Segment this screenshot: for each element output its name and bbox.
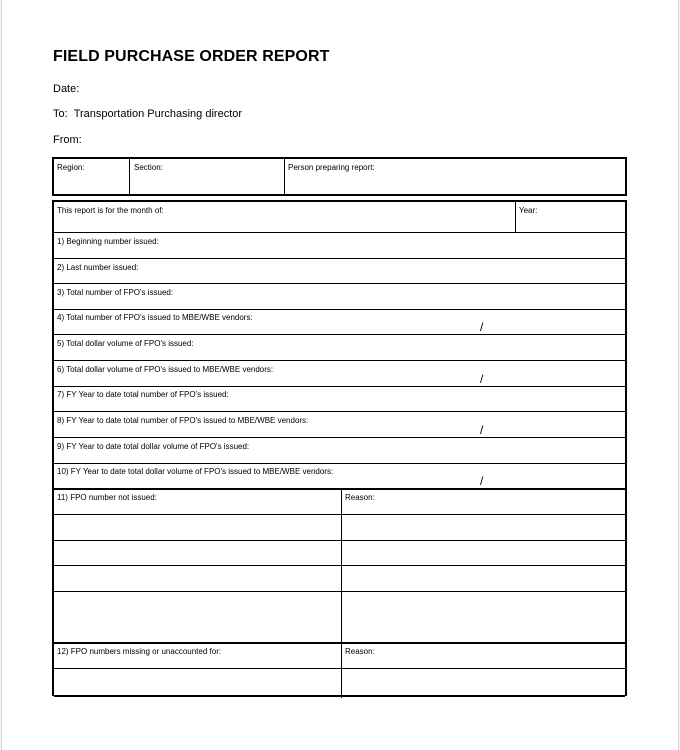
row-divider xyxy=(54,411,625,412)
row-divider xyxy=(54,232,625,233)
date-line xyxy=(53,83,79,95)
region-label: Region: xyxy=(57,163,85,172)
month-label: This report is for the month of: xyxy=(57,206,164,215)
item-4-slash: / xyxy=(480,320,484,334)
item-2: 2) Last number issued: xyxy=(57,263,139,272)
to-line xyxy=(53,108,242,120)
row-divider xyxy=(54,437,625,438)
column-divider xyxy=(341,644,342,698)
info-box xyxy=(52,157,627,196)
item-7: 7) FY Year to date total number of FPO's issued: xyxy=(57,390,229,399)
fpo-not-issued-label: 11) FPO number not issued: xyxy=(57,493,157,502)
row-divider xyxy=(54,540,625,541)
divider xyxy=(515,202,516,232)
section-divider xyxy=(54,642,625,644)
person-preparing-label: Person preparing report: xyxy=(288,163,375,172)
row-divider xyxy=(54,565,625,566)
to-value: Transportation Purchasing director xyxy=(73,108,243,120)
item-6-slash: / xyxy=(480,372,484,386)
date-label: Date: xyxy=(53,83,80,95)
divider xyxy=(284,159,285,194)
item-10: 10) FY Year to date total dollar volume of FPO's issued to MBE/WBE vendors: xyxy=(57,467,334,476)
row-divider xyxy=(54,283,625,284)
row-divider xyxy=(54,309,625,310)
row-divider xyxy=(54,514,625,515)
divider xyxy=(129,159,130,194)
report-box xyxy=(52,200,627,696)
row-divider xyxy=(54,668,625,669)
reason-label-1: Reason: xyxy=(345,493,375,502)
row-divider xyxy=(54,591,625,592)
item-5: 5) Total dollar volume of FPO's issued: xyxy=(57,339,194,348)
row-divider xyxy=(54,334,625,335)
document-page xyxy=(1,0,679,750)
from-line xyxy=(53,134,82,146)
report-title: FIELD PURCHASE ORDER REPORT xyxy=(53,48,330,65)
row-divider xyxy=(54,386,625,387)
year-label: Year: xyxy=(519,206,538,215)
row-divider xyxy=(54,463,625,464)
section-divider xyxy=(54,488,625,490)
item-9: 9) FY Year to date total dollar volume of FPO's issued: xyxy=(57,442,250,451)
section-label: Section: xyxy=(134,163,163,172)
section-divider xyxy=(54,695,625,697)
item-3: 3) Total number of FPO's issued: xyxy=(57,288,174,297)
to-label: To: xyxy=(53,108,68,120)
item-4: 4) Total number of FPO's issued to MBE/WBE vendors: xyxy=(57,313,253,322)
reason-label-2: Reason: xyxy=(345,647,375,656)
row-divider xyxy=(54,360,625,361)
from-label: From: xyxy=(53,134,82,146)
item-1: 1) Beginning number issued: xyxy=(57,237,159,246)
item-6: 6) Total dollar volume of FPO's issued to MBE/WBE vendors: xyxy=(57,365,274,374)
item-10-slash: / xyxy=(480,474,484,488)
row-divider xyxy=(54,258,625,259)
item-8-slash: / xyxy=(480,423,484,437)
item-8: 8) FY Year to date total number of FPO's issued to MBE/WBE vendors: xyxy=(57,416,309,425)
fpo-missing-label: 12) FPO numbers missing or unaccounted for: xyxy=(57,647,222,656)
column-divider xyxy=(341,490,342,642)
